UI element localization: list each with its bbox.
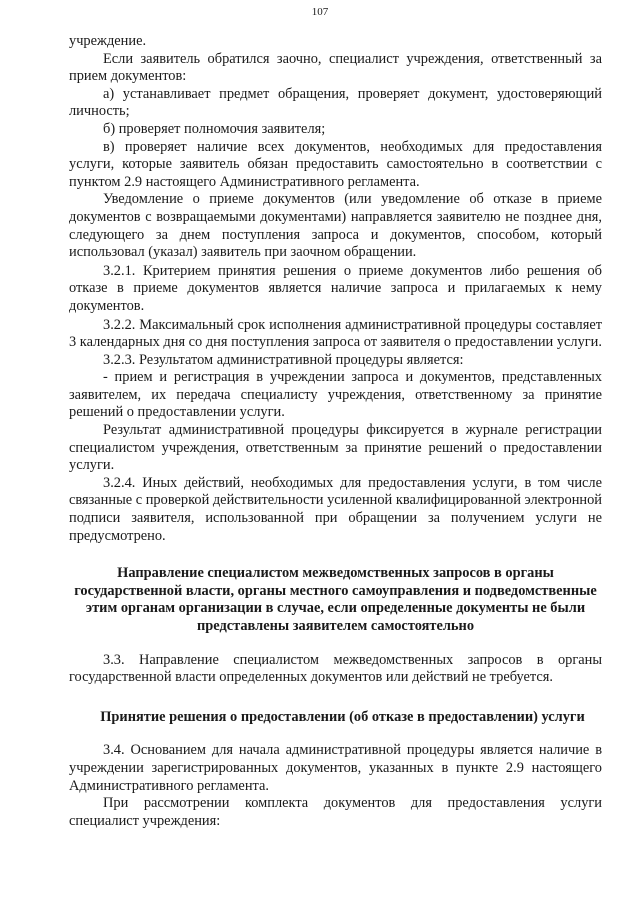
document-body xyxy=(69,33,602,830)
paragraph: 3.2.3. Результатом административной процедуры является: xyxy=(103,351,464,368)
list-item: а) устанавливает предмет обращения, проверяет документ, удостоверяющий личность; xyxy=(69,85,602,120)
paragraph: 3.3. Направление специалистом межведомственных запросов в органы государственной власти определенных документов или действий не требуется. xyxy=(69,651,602,686)
section-heading: Направление специалистом межведомственных запросов в органы государственной власти, органы местного самоуправления и подведомственные этим органам организации в случае, если определенные документы не были представлены заявителем самостоятельно xyxy=(74,565,597,634)
list-item: в) проверяет наличие всех документов, необходимых для предоставления услуги, которые заявитель обязан предоставить самостоятельно в соответствии с пунктом 2.9 настоящего Административного регламента. xyxy=(69,138,602,190)
list-item: б) проверяет полномочия заявителя; xyxy=(103,120,326,137)
paragraph: Уведомление о приеме документов (или уведомление об отказе в приеме документов с возвращаемыми документами) направляется заявителю не позднее дня, следующего за днем поступления запроса и документов, способом, который использовал (указал) заявитель при заочном обращении. xyxy=(69,191,602,261)
list-item: - прием и регистрация в учреждении запроса и документов, представленных заявителем, их передача специалисту учреждения, ответственному за принятие решений о предоставлении услуги. xyxy=(69,369,602,421)
paragraph: При рассмотрении комплекта документов для предоставления услуги специалист учреждения: xyxy=(69,795,602,829)
paragraph: 3.2.4. Иных действий, необходимых для предоставления услуги, в том числе связанные с проверкой действительности усиленной квалифицированной электронной подписи заявителя, использованной при обращении за получением услуги не предусмотрено. xyxy=(69,474,602,544)
page-number: 107 xyxy=(311,6,329,18)
paragraph: 3.2.1. Критерием принятия решения о приеме документов либо решения об отказе в приеме документов является наличие запроса и прилагаемых к нему документов. xyxy=(69,262,602,314)
section-heading: Принятие решения о предоставлении (об отказе в предоставлении) услуги xyxy=(100,708,585,725)
paragraph: Результат административной процедуры фиксируется в журнале регистрации специалистом учреждения, ответственным за принятие решений о предоставлении услуги. xyxy=(69,422,602,474)
paragraph: Если заявитель обратился заочно, специалист учреждения, ответственный за прием документов: xyxy=(69,50,602,85)
paragraph: 3.4. Основанием для начала административной процедуры является наличие в учреждении зарегистрированных документов, указанных в пункте 2.9 настоящего Административного регламента. xyxy=(69,742,602,794)
paragraph: 3.2.2. Максимальный срок исполнения административной процедуры составляет 3 календарных дня со дня поступления запроса от заявителя о предоставлении услуги. xyxy=(69,316,602,351)
paragraph: учреждение. xyxy=(69,33,147,49)
